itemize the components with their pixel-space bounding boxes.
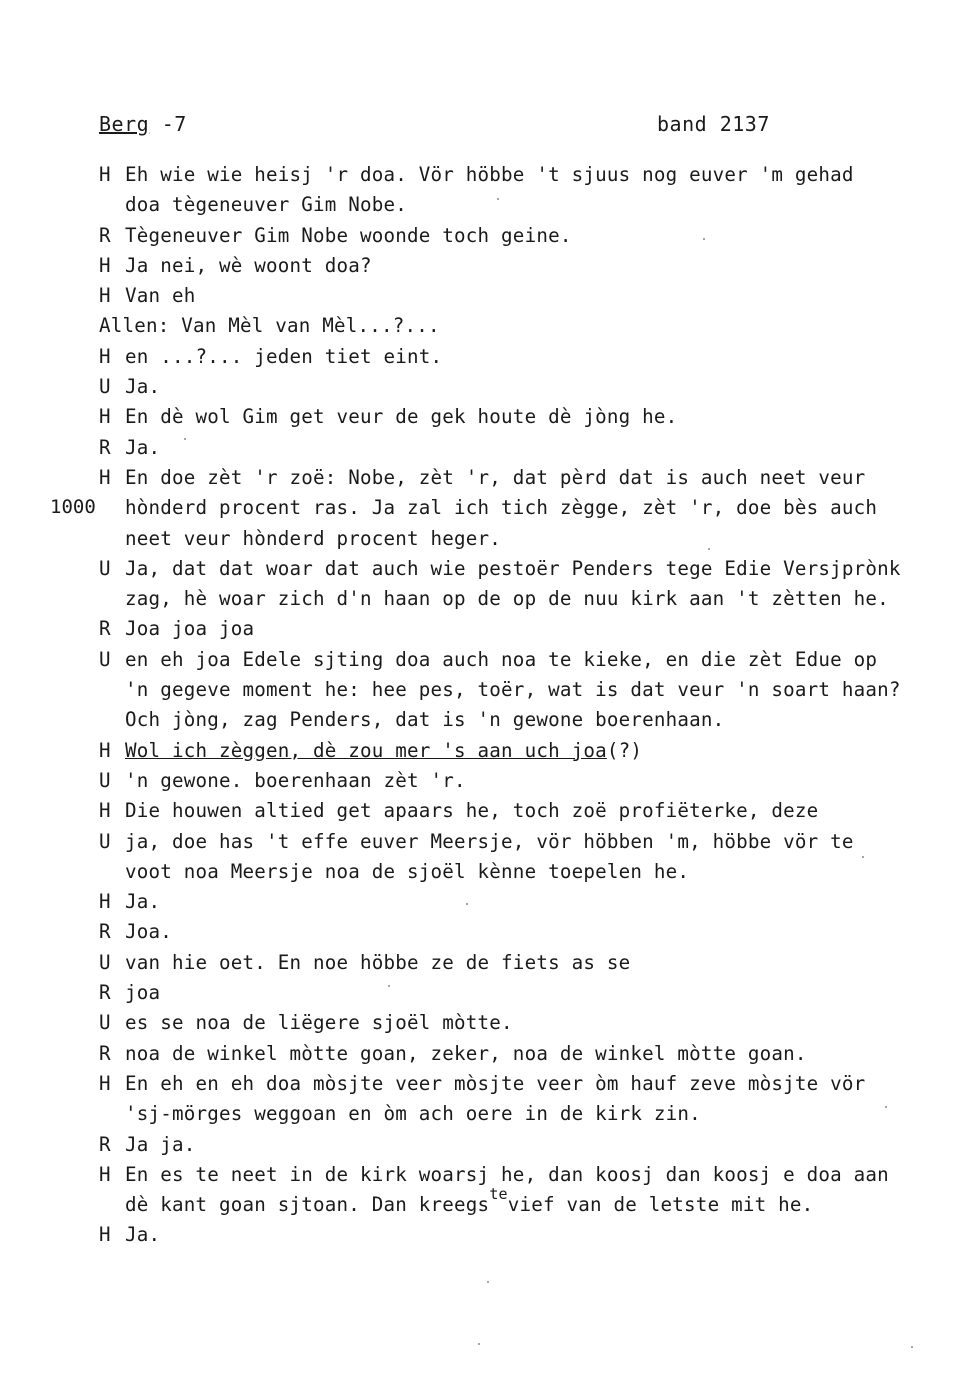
header-title: Berg [99,112,150,136]
transcript-line [99,1185,959,1220]
transcript-line [99,554,959,584]
transcript-line [99,1130,959,1160]
utterance-text: 'sj-mörges weggoan en òm ach oere in de kirk zin. [125,1102,701,1126]
utterance-text: Ja. [125,375,161,399]
utterance-text: En dè wol Gim get veur de gek houte dè jòng he. [125,405,678,429]
utterance-text: 'n gegeve moment he: hee pes, toër, wat is dat veur 'n soart haan? [125,678,901,702]
transcript-line [99,978,959,1008]
speaker-label: U [99,950,111,974]
speaker-label: H [99,284,111,308]
utterance-text: Joa. [125,920,173,944]
speaker-label: H [99,163,111,186]
transcript-line [99,857,959,887]
speaker-label: U [99,556,111,580]
transcript-line [99,614,959,644]
transcript-line [99,281,959,311]
transcript-body [99,160,959,1251]
utterance-text: voot noa Meersje noa de sjoël kènne toepelen he. [125,859,690,883]
speaker-label: U [99,647,111,671]
transcript-line [99,433,959,463]
speaker-label: U [99,1011,111,1035]
transcript-line [99,1069,959,1099]
speaker-label: R [99,1132,111,1156]
speaker-label: H [99,738,111,762]
transcript-line [99,1220,959,1250]
transcript-line [99,645,959,675]
utterance-text: noa de winkel mòtte goan, zeker, noa de winkel mòtte goan. [125,1041,807,1065]
utterance-text: doa tègeneuver Gim Nobe. [125,193,408,217]
transcript-line [99,251,959,281]
scan-speck [497,198,499,200]
speaker-label: H [99,465,111,489]
speaker-label: H [99,344,111,368]
speaker-label: H [99,890,111,914]
transcript-line [99,1039,959,1069]
speaker-label: R [99,981,111,1005]
transcript-line [99,736,959,766]
scan-speck [388,985,390,987]
utterance-text: Och jòng, zag Penders, dat is 'n gewone boerenhaan. [125,708,725,732]
utterance-text: Ja, dat dat woar dat auch wie pestoër Penders tege Edie Versjprònk [125,556,901,580]
transcript-line [99,372,959,402]
utterance-text: Wol ich zèggen, dè zou mer 's aan uch joa [125,738,607,762]
utterance-text: Tègeneuver Gim Nobe woonde toch geine. [125,223,572,247]
transcript-line [99,675,959,705]
transcript-line [99,524,959,554]
transcript-line [99,160,959,190]
scan-speck [478,1343,480,1345]
speaker-label: H [99,253,111,277]
speaker-label: R [99,223,111,247]
utterance-text: Ja. [125,435,161,459]
speaker-label: R [99,920,111,944]
header-page-number: -7 [149,112,187,136]
utterance-text: ja, doe has 't effe euver Meersje, vör höbben 'm, höbbe vör te [125,829,854,853]
speaker-label: H [99,1223,111,1247]
transcript-line [99,766,959,796]
utterance-text: Eh wie wie heisj 'r doa. Vör höbbe 't sjuus nog euver 'm gehad [125,163,854,186]
scan-speck [487,1281,489,1283]
speaker-label: U [99,768,111,792]
utterance-text-continued: vief van de letste mit he. [507,1193,814,1217]
utterance-text: Allen: Van Mèl van Mèl...?... [99,314,440,338]
transcript-line [99,705,959,735]
speaker-label: H [99,1071,111,1095]
scan-speck [708,548,710,550]
speaker-label: U [99,375,111,399]
utterance-text: van hie oet. En noe höbbe ze de fiets as se [125,950,631,974]
speaker-label: H [99,405,111,429]
scan-speck [466,903,468,905]
uncertain-marker: (?) [606,738,643,762]
utterance-text: En es te neet in de kirk woarsj he, dan koosj dan koosj e doa aan [125,1162,889,1186]
utterance-text: en eh joa Edele sjting doa auch noa te kieke, en die zèt Edue op [125,647,878,671]
transcript-line [99,1008,959,1038]
scan-speck [862,856,864,858]
utterance-text: Die houwen altied get apaars he, toch zoë profiëterke, deze [125,799,819,823]
utterance-text: zag, hè woar zich d'n haan op de op de nuu kirk aan 't zètten he. [125,587,889,611]
utterance-text: Ja ja. [125,1132,196,1156]
transcript-line [99,1160,959,1190]
superscript-correction: te [489,1185,508,1204]
speaker-label: R [99,435,111,459]
transcript-line [99,948,959,978]
transcript-line [99,827,959,857]
utterance-text: Van eh [125,284,196,308]
speaker-label: R [99,1041,111,1065]
utterance-text: En doe zèt 'r zoë: Nobe, zèt 'r, dat pèrd dat is auch neet veur [125,465,866,489]
utterance-text: 'n gewone. boerenhaan zèt 'r. [125,768,466,792]
utterance-text: neet veur hònderd procent heger. [125,526,502,550]
transcript-line [99,584,959,614]
transcript-line [99,311,959,341]
transcript-line [99,917,959,947]
transcript-line [99,887,959,917]
transcript-line [99,493,959,523]
transcript-line [99,796,959,826]
utterance-text: dè kant goan sjtoan. Dan kreegs [125,1193,490,1217]
speaker-label: U [99,829,111,853]
scan-speck [911,1346,913,1348]
transcript-line [99,463,959,493]
utterance-text: joa [125,981,161,1005]
scan-speck [885,1106,887,1108]
scan-speck [703,238,705,240]
transcript-line [99,221,959,251]
page-header-right: band 2137 [657,112,770,136]
transcript-line [99,190,959,220]
transcript-line [99,402,959,432]
speaker-label: H [99,799,111,823]
utterance-text: Ja. [125,1223,161,1247]
utterance-text: Ja nei, wè woont doa? [125,253,372,277]
utterance-text: Ja. [125,890,161,914]
margin-line-number: 1000 [50,496,96,518]
scan-speck [184,438,186,440]
utterance-text: es se noa de liëgere sjoël mòtte. [125,1011,513,1035]
page-header-left [99,112,187,136]
utterance-text: Joa joa joa [125,617,255,641]
utterance-text: En eh en eh doa mòsjte veer mòsjte veer òm hauf zeve mòsjte vör [125,1071,866,1095]
speaker-label: R [99,617,111,641]
transcript-line [99,1099,959,1129]
utterance-text: en ...?... jeden tiet eint. [125,344,443,368]
transcript-line [99,342,959,372]
speaker-label: H [99,1162,111,1186]
utterance-text: hònderd procent ras. Ja zal ich tich zègge, zèt 'r, doe bès auch [125,496,878,520]
